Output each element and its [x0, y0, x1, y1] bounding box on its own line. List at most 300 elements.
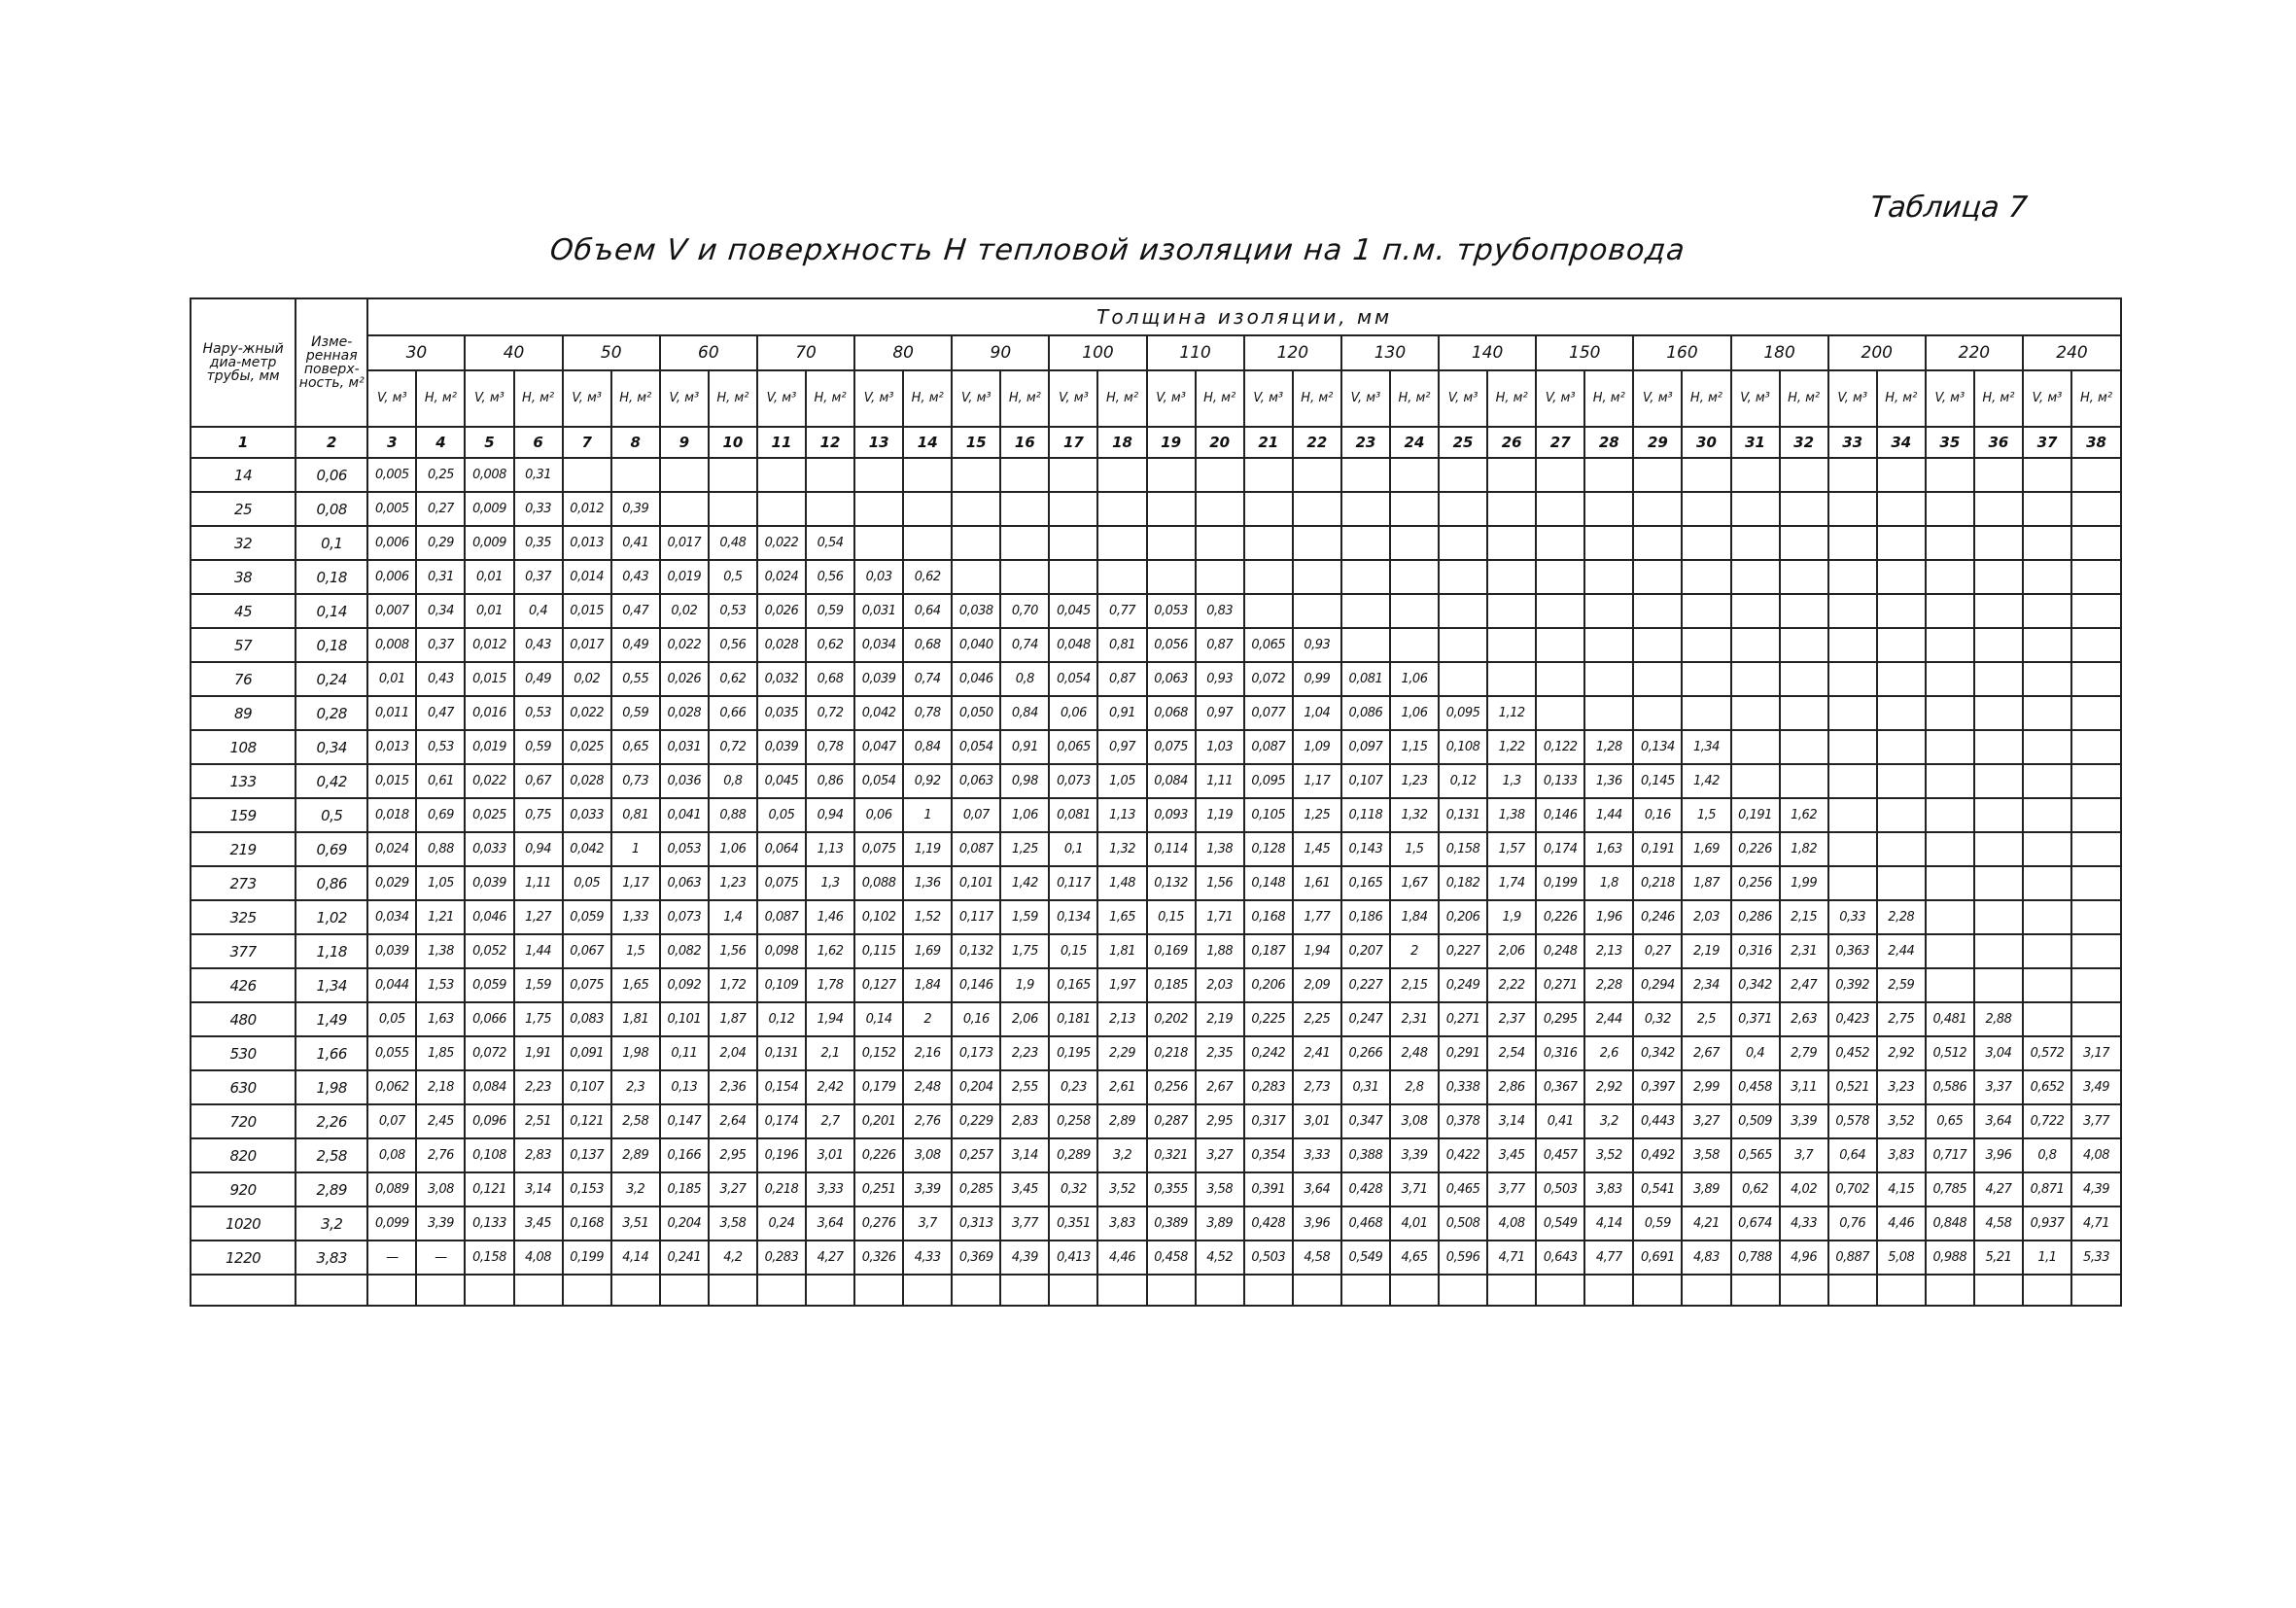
- cell-surface-h: 0,55: [611, 662, 660, 696]
- cell-volume: 0,355: [1147, 1172, 1196, 1206]
- cell-surface-h: 1,17: [611, 866, 660, 900]
- cell-surface-h: 2,79: [1780, 1036, 1828, 1070]
- cell-surface-h: [1196, 492, 1244, 526]
- blank-cell: [757, 1275, 806, 1306]
- cell-volume: 0,028: [563, 764, 611, 798]
- cell-surface: 0,06: [296, 458, 367, 492]
- header-thickness-30: 30: [367, 335, 465, 370]
- table-row: [191, 1070, 2121, 1104]
- cell-volume: 0,088: [854, 866, 903, 900]
- column-number: 20: [1196, 427, 1244, 458]
- cell-surface-h: 3,52: [1877, 1104, 1926, 1138]
- cell-volume: 0,271: [1439, 1002, 1487, 1036]
- cell-surface-h: [2071, 730, 2121, 764]
- cell-surface-h: [1877, 730, 1926, 764]
- cell-volume: 0,054: [854, 764, 903, 798]
- blank-cell: [1877, 1275, 1926, 1306]
- cell-volume: 0,046: [465, 900, 513, 934]
- cell-volume: 0,443: [1633, 1104, 1682, 1138]
- header-unit-v: V, м³: [1926, 370, 1974, 427]
- cell-surface-h: 3,83: [1877, 1138, 1926, 1172]
- cell-volume: 0,033: [465, 832, 513, 866]
- cell-surface-h: 1,46: [806, 900, 854, 934]
- header-unit-v: V, м³: [757, 370, 806, 427]
- cell-volume: 0,62: [1731, 1172, 1780, 1206]
- cell-surface-h: 0,62: [709, 662, 757, 696]
- table-row: [191, 1241, 2121, 1275]
- cell-volume: [1926, 934, 1974, 968]
- cell-surface-h: [1780, 662, 1828, 696]
- cell-surface-h: [611, 458, 660, 492]
- cell-volume: [1341, 628, 1390, 662]
- cell-surface-h: 1,11: [1196, 764, 1244, 798]
- cell-volume: 0,165: [1049, 968, 1097, 1002]
- cell-volume: [1828, 696, 1877, 730]
- cell-surface-h: [1682, 662, 1730, 696]
- cell-volume: 0,054: [952, 730, 1000, 764]
- cell-volume: 0,026: [757, 594, 806, 628]
- cell-surface-h: 3,45: [1000, 1172, 1049, 1206]
- cell-surface-h: 2,13: [1584, 934, 1633, 968]
- cell-volume: 0,097: [1341, 730, 1390, 764]
- cell-surface-h: [1487, 492, 1536, 526]
- cell-surface-h: [1682, 594, 1730, 628]
- cell-surface-h: 1,62: [806, 934, 854, 968]
- cell-surface-h: 0,78: [903, 696, 952, 730]
- cell-diameter: 920: [191, 1172, 296, 1206]
- cell-surface-h: 1,38: [416, 934, 465, 968]
- cell-volume: 0,283: [1244, 1070, 1293, 1104]
- cell-volume: 0,024: [757, 560, 806, 594]
- cell-surface-h: 3,17: [2071, 1036, 2121, 1070]
- blank-cell: [296, 1275, 367, 1306]
- cell-surface-h: 2,5: [1682, 1002, 1730, 1036]
- cell-surface-h: 1,94: [806, 1002, 854, 1036]
- header-unit-v: V, м³: [1439, 370, 1487, 427]
- cell-surface-h: 4,27: [806, 1241, 854, 1275]
- cell-surface-h: 1,56: [709, 934, 757, 968]
- cell-surface-h: 3,2: [1097, 1138, 1146, 1172]
- cell-surface: 0,86: [296, 866, 367, 900]
- cell-volume: [1633, 594, 1682, 628]
- cell-volume: 0,229: [952, 1104, 1000, 1138]
- cell-surface-h: 0,47: [611, 594, 660, 628]
- cell-volume: [1049, 492, 1097, 526]
- cell-surface-h: 2,16: [903, 1036, 952, 1070]
- cell-surface-h: [1293, 594, 1341, 628]
- table-row: [191, 1002, 2121, 1036]
- cell-diameter: 530: [191, 1036, 296, 1070]
- cell-surface-h: 2,36: [709, 1070, 757, 1104]
- cell-surface-h: 0,87: [1196, 628, 1244, 662]
- cell-volume: 0,034: [367, 900, 416, 934]
- cell-surface-h: [1584, 492, 1633, 526]
- cell-surface-h: 0,70: [1000, 594, 1049, 628]
- cell-surface-h: 4,08: [1487, 1206, 1536, 1241]
- header-unit-h: H, м²: [709, 370, 757, 427]
- cell-surface-h: 4,83: [1682, 1241, 1730, 1275]
- cell-volume: 0,347: [1341, 1104, 1390, 1138]
- cell-surface-h: 4,08: [514, 1241, 563, 1275]
- cell-surface-h: [1487, 560, 1536, 594]
- column-number: 34: [1877, 427, 1926, 458]
- column-number: 2: [296, 427, 367, 458]
- cell-volume: [1244, 492, 1293, 526]
- cell-surface-h: 4,39: [2071, 1172, 2121, 1206]
- cell-volume: 0,596: [1439, 1241, 1487, 1275]
- cell-volume: 0,108: [465, 1138, 513, 1172]
- cell-volume: 0,257: [952, 1138, 1000, 1172]
- cell-volume: 0,075: [757, 866, 806, 900]
- cell-surface-h: [1196, 526, 1244, 560]
- cell-volume: 0,099: [367, 1206, 416, 1241]
- cell-surface-h: 2,92: [1877, 1036, 1926, 1070]
- cell-diameter: 377: [191, 934, 296, 968]
- table-row: [191, 594, 2121, 628]
- cell-surface-h: 0,74: [903, 662, 952, 696]
- cell-volume: [1147, 492, 1196, 526]
- cell-volume: [1828, 866, 1877, 900]
- cell-surface-h: 2,92: [1584, 1070, 1633, 1104]
- header-thickness-110: 110: [1147, 335, 1244, 370]
- blank-cell: [1682, 1275, 1730, 1306]
- cell-surface-h: 1,65: [611, 968, 660, 1002]
- cell-volume: 0,294: [1633, 968, 1682, 1002]
- cell-surface: 2,58: [296, 1138, 367, 1172]
- cell-diameter: 89: [191, 696, 296, 730]
- cell-surface-h: 2,18: [416, 1070, 465, 1104]
- column-number: 31: [1731, 427, 1780, 458]
- cell-volume: 0,022: [757, 526, 806, 560]
- cell-volume: 0,247: [1341, 1002, 1390, 1036]
- cell-volume: 0,413: [1049, 1241, 1097, 1275]
- cell-surface-h: 1,13: [1097, 798, 1146, 832]
- cell-volume: [1731, 560, 1780, 594]
- cell-surface-h: 0,92: [903, 764, 952, 798]
- cell-surface-h: [2071, 458, 2121, 492]
- cell-surface-h: 1,25: [1293, 798, 1341, 832]
- blank-cell: [1244, 1275, 1293, 1306]
- cell-volume: 0,018: [367, 798, 416, 832]
- cell-volume: [1926, 696, 1974, 730]
- cell-volume: 0,006: [367, 526, 416, 560]
- cell-volume: 0,022: [660, 628, 709, 662]
- cell-surface-h: [2071, 1002, 2121, 1036]
- cell-surface: 0,08: [296, 492, 367, 526]
- cell-volume: 0,206: [1244, 968, 1293, 1002]
- cell-volume: [1828, 526, 1877, 560]
- cell-surface-h: 5,08: [1877, 1241, 1926, 1275]
- cell-surface-h: 3,14: [1000, 1138, 1049, 1172]
- cell-surface-h: 2,95: [709, 1138, 757, 1172]
- cell-volume: 0,181: [1049, 1002, 1097, 1036]
- cell-volume: [1828, 628, 1877, 662]
- cell-volume: 0,086: [1341, 696, 1390, 730]
- column-number: 16: [1000, 427, 1049, 458]
- cell-surface-h: [1974, 696, 2023, 730]
- cell-volume: 0,073: [660, 900, 709, 934]
- cell-surface-h: 3,23: [1877, 1070, 1926, 1104]
- cell-volume: [1244, 560, 1293, 594]
- header-unit-h: H, м²: [416, 370, 465, 427]
- cell-surface-h: 0,81: [1097, 628, 1146, 662]
- cell-volume: 0,045: [1049, 594, 1097, 628]
- cell-volume: 0,041: [660, 798, 709, 832]
- header-unit-v: V, м³: [854, 370, 903, 427]
- cell-volume: 0,083: [563, 1002, 611, 1036]
- cell-surface-h: 3,89: [1196, 1206, 1244, 1241]
- cell-surface-h: 2,31: [1780, 934, 1828, 968]
- cell-volume: 0,039: [367, 934, 416, 968]
- cell-volume: [1926, 764, 1974, 798]
- cell-surface-h: [1487, 594, 1536, 628]
- cell-surface: 0,42: [296, 764, 367, 798]
- cell-volume: 0,087: [757, 900, 806, 934]
- cell-volume: 0,019: [660, 560, 709, 594]
- cell-volume: 0,389: [1147, 1206, 1196, 1241]
- cell-surface-h: 3,39: [1390, 1138, 1439, 1172]
- cell-volume: [1828, 560, 1877, 594]
- cell-surface-h: 1,5: [611, 934, 660, 968]
- cell-volume: 0,05: [757, 798, 806, 832]
- cell-volume: [2023, 968, 2071, 1002]
- cell-surface-h: 4,14: [611, 1241, 660, 1275]
- blank-cell: [1293, 1275, 1341, 1306]
- cell-volume: 0,27: [1633, 934, 1682, 968]
- cell-volume: 0,039: [757, 730, 806, 764]
- table-row: [191, 798, 2121, 832]
- cell-surface-h: 1,59: [514, 968, 563, 1002]
- cell-surface-h: 2,03: [1682, 900, 1730, 934]
- cell-volume: 0,351: [1049, 1206, 1097, 1241]
- column-number: 26: [1487, 427, 1536, 458]
- cell-surface-h: 1,75: [1000, 934, 1049, 968]
- cell-surface-h: 1,42: [1682, 764, 1730, 798]
- cell-volume: [1633, 458, 1682, 492]
- cell-surface-h: 1,88: [1196, 934, 1244, 968]
- header-unit-h: H, м²: [1974, 370, 2023, 427]
- cell-surface-h: [903, 458, 952, 492]
- cell-volume: 0,16: [952, 1002, 1000, 1036]
- header-unit-h: H, м²: [1097, 370, 1146, 427]
- header-unit-h: H, м²: [903, 370, 952, 427]
- cell-surface-h: [2071, 628, 2121, 662]
- cell-volume: 0,009: [465, 526, 513, 560]
- cell-volume: 0,15: [1147, 900, 1196, 934]
- cell-volume: 0,468: [1341, 1206, 1390, 1241]
- cell-volume: 0,199: [563, 1241, 611, 1275]
- cell-volume: [2023, 594, 2071, 628]
- cell-surface-h: 3,7: [1780, 1138, 1828, 1172]
- header-insulation-thickness: Толщина изоляции, мм: [367, 298, 2121, 335]
- cell-surface-h: 3,33: [806, 1172, 854, 1206]
- cell-volume: 0,422: [1439, 1138, 1487, 1172]
- cell-surface-h: 1,23: [1390, 764, 1439, 798]
- cell-surface-h: 2,29: [1097, 1036, 1146, 1070]
- cell-diameter: 630: [191, 1070, 296, 1104]
- cell-surface-h: 1,61: [1293, 866, 1341, 900]
- cell-surface-h: 4,14: [1584, 1206, 1633, 1241]
- cell-volume: 0,317: [1244, 1104, 1293, 1138]
- cell-volume: [1341, 560, 1390, 594]
- cell-surface-h: [2071, 968, 2121, 1002]
- cell-surface-h: [1780, 764, 1828, 798]
- cell-volume: [1731, 628, 1780, 662]
- cell-surface-h: 1,45: [1293, 832, 1341, 866]
- cell-volume: 0,24: [757, 1206, 806, 1241]
- cell-surface-h: [1780, 526, 1828, 560]
- cell-surface-h: 2,89: [611, 1138, 660, 1172]
- cell-volume: 0,199: [1536, 866, 1584, 900]
- cell-surface-h: 0,87: [1097, 662, 1146, 696]
- cell-volume: 0,887: [1828, 1241, 1877, 1275]
- column-number: 5: [465, 427, 513, 458]
- cell-volume: [2023, 492, 2071, 526]
- cell-surface-h: 0,64: [903, 594, 952, 628]
- cell-volume: 0,174: [1536, 832, 1584, 866]
- cell-surface-h: 1,71: [1196, 900, 1244, 934]
- cell-surface: 3,83: [296, 1241, 367, 1275]
- cell-surface-h: 0,56: [806, 560, 854, 594]
- cell-surface-h: 0,99: [1293, 662, 1341, 696]
- column-number: 25: [1439, 427, 1487, 458]
- cell-surface-h: [1097, 492, 1146, 526]
- cell-volume: 0,702: [1828, 1172, 1877, 1206]
- header-thickness-220: 220: [1926, 335, 2023, 370]
- cell-surface-h: [2071, 764, 2121, 798]
- cell-volume: 0,848: [1926, 1206, 1974, 1241]
- cell-surface-h: 1,72: [709, 968, 757, 1002]
- cell-volume: 0,182: [1439, 866, 1487, 900]
- cell-surface-h: 2,89: [1097, 1104, 1146, 1138]
- cell-surface-h: 2,25: [1293, 1002, 1341, 1036]
- table-row: [191, 526, 2121, 560]
- cell-surface-h: [1877, 628, 1926, 662]
- cell-surface-h: [2071, 560, 2121, 594]
- cell-surface-h: 2,45: [416, 1104, 465, 1138]
- cell-volume: 0,652: [2023, 1070, 2071, 1104]
- cell-volume: 0,134: [1049, 900, 1097, 934]
- cell-volume: [2023, 696, 2071, 730]
- cell-volume: 0,089: [367, 1172, 416, 1206]
- cell-volume: [1439, 526, 1487, 560]
- cell-surface-h: 0,73: [611, 764, 660, 798]
- blank-cell: [1926, 1275, 1974, 1306]
- cell-volume: 0,227: [1439, 934, 1487, 968]
- cell-surface-h: [1682, 492, 1730, 526]
- cell-surface-h: 1,75: [514, 1002, 563, 1036]
- cell-volume: [1536, 662, 1584, 696]
- cell-surface-h: 2,86: [1487, 1070, 1536, 1104]
- cell-volume: 0,025: [465, 798, 513, 832]
- cell-volume: 0,075: [854, 832, 903, 866]
- cell-surface-h: [903, 492, 952, 526]
- cell-surface-h: [1293, 560, 1341, 594]
- header-thickness-240: 240: [2023, 335, 2121, 370]
- cell-surface-h: 0,59: [514, 730, 563, 764]
- cell-surface-h: 3,58: [709, 1206, 757, 1241]
- header-thickness-70: 70: [757, 335, 854, 370]
- cell-volume: 0,122: [1536, 730, 1584, 764]
- blank-cell: [1633, 1275, 1682, 1306]
- blank-cell: [806, 1275, 854, 1306]
- cell-volume: 0,03: [854, 560, 903, 594]
- cell-surface-h: 2,55: [1000, 1070, 1049, 1104]
- cell-surface-h: 3,77: [1000, 1206, 1049, 1241]
- cell-surface-h: 0,75: [514, 798, 563, 832]
- column-number: 24: [1390, 427, 1439, 458]
- cell-surface-h: [1584, 662, 1633, 696]
- cell-diameter: 426: [191, 968, 296, 1002]
- cell-volume: [1731, 696, 1780, 730]
- cell-surface-h: [1000, 560, 1049, 594]
- cell-volume: 0,785: [1926, 1172, 1974, 1206]
- cell-volume: [2023, 628, 2071, 662]
- cell-volume: 0,016: [465, 696, 513, 730]
- cell-volume: 0,226: [1731, 832, 1780, 866]
- cell-surface-h: 0,34: [416, 594, 465, 628]
- cell-surface-h: 2,15: [1390, 968, 1439, 1002]
- cell-volume: 0,081: [1049, 798, 1097, 832]
- column-number: 22: [1293, 427, 1341, 458]
- cell-volume: 0,082: [660, 934, 709, 968]
- blank-cell: [1974, 1275, 2023, 1306]
- blank-cell: [1049, 1275, 1097, 1306]
- column-number: 37: [2023, 427, 2071, 458]
- cell-volume: 0,098: [757, 934, 806, 968]
- blank-cell: [1536, 1275, 1584, 1306]
- cell-surface-h: 3,01: [1293, 1104, 1341, 1138]
- cell-surface-h: [1780, 730, 1828, 764]
- cell-surface-h: 2,31: [1390, 1002, 1439, 1036]
- cell-volume: [1926, 594, 1974, 628]
- cell-surface-h: [2071, 526, 2121, 560]
- cell-surface-h: 0,59: [611, 696, 660, 730]
- cell-surface-h: 0,8: [1000, 662, 1049, 696]
- blank-cell: [709, 1275, 757, 1306]
- cell-volume: 0,017: [563, 628, 611, 662]
- blank-cell: [1147, 1275, 1196, 1306]
- cell-surface-h: 2,42: [806, 1070, 854, 1104]
- cell-surface-h: 2,64: [709, 1104, 757, 1138]
- cell-diameter: 45: [191, 594, 296, 628]
- cell-surface-h: [1974, 866, 2023, 900]
- cell-surface-h: 2,41: [1293, 1036, 1341, 1070]
- cell-volume: 0,717: [1926, 1138, 1974, 1172]
- cell-surface-h: 2,76: [903, 1104, 952, 1138]
- cell-surface-h: 3,45: [1487, 1138, 1536, 1172]
- cell-surface: 2,26: [296, 1104, 367, 1138]
- cell-volume: 0,169: [1147, 934, 1196, 968]
- cell-volume: 0,508: [1439, 1206, 1487, 1241]
- cell-volume: 0,503: [1244, 1241, 1293, 1275]
- cell-surface: 1,66: [296, 1036, 367, 1070]
- cell-surface-h: 1,38: [1487, 798, 1536, 832]
- table-row: [191, 1104, 2121, 1138]
- cell-surface-h: 1,44: [1584, 798, 1633, 832]
- cell-surface-h: 4,15: [1877, 1172, 1926, 1206]
- cell-volume: 0,185: [660, 1172, 709, 1206]
- cell-volume: [1439, 492, 1487, 526]
- cell-surface-h: 3,27: [1196, 1138, 1244, 1172]
- column-number: 4: [416, 427, 465, 458]
- cell-surface-h: 3,64: [806, 1206, 854, 1241]
- cell-surface-h: 2,83: [514, 1138, 563, 1172]
- cell-volume: 0,084: [465, 1070, 513, 1104]
- cell-volume: 0,06: [1049, 696, 1097, 730]
- column-number: 13: [854, 427, 903, 458]
- cell-surface-h: 1,23: [709, 866, 757, 900]
